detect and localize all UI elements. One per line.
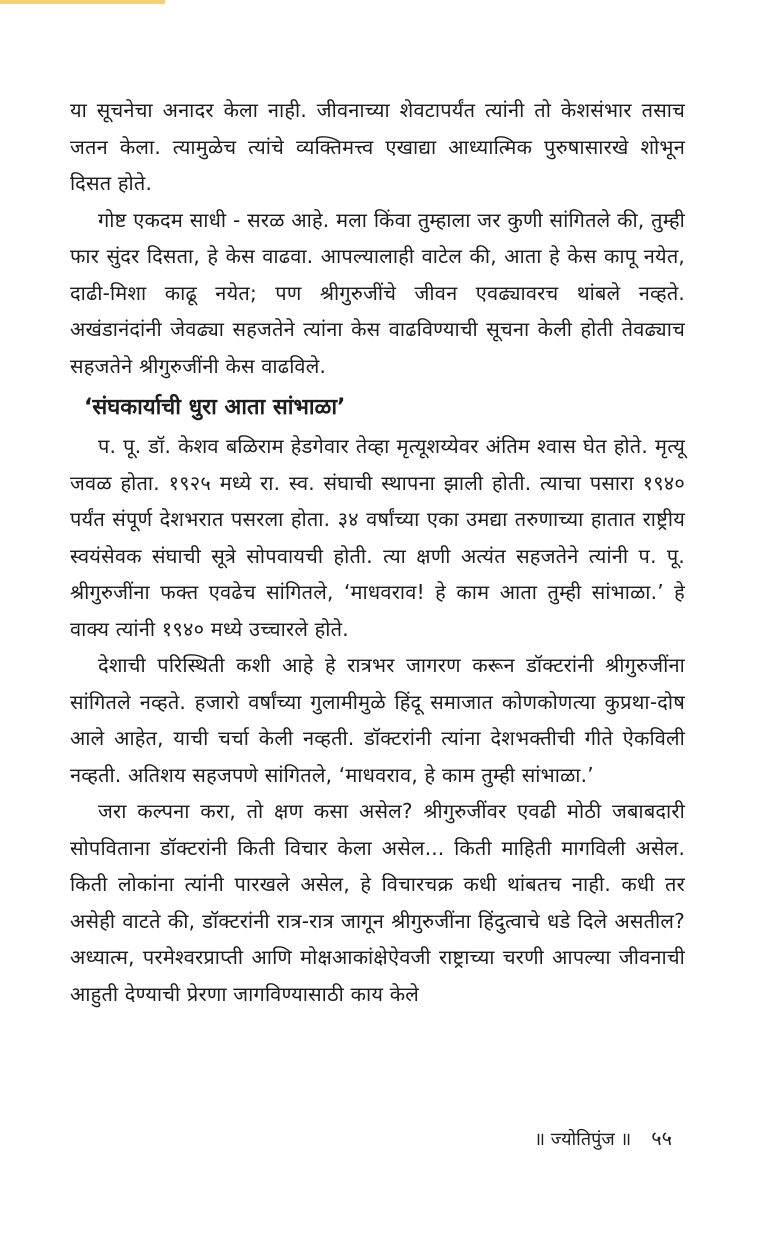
book-title: ॥ ज्योतिपुंज ॥ bbox=[534, 1129, 632, 1150]
section-heading: ‘संघकार्याची धुरा आता सांभाळा’ bbox=[84, 395, 346, 420]
paragraph: गोष्ट एकदम साधी - सरळ आहे. मला किंवा तुम्हाला जर कुणी सांगितले की, तुम्ही फार सुंदर दिसता, हे केस वाढवा. आपल्यालाही वाटेल की, आता हे केस कापू नयेत, दाढी-मिशा काढू नयेत; पण श्रीगुरुजींचे जीवन एवढ्यावरच थांबले नव्हते. अखंडानंदांनी जेवढ्या सहजतेने त्यांना केस वाढविण्याची सूचना केली होती तेवढ्याच सहजतेने श्रीगुरुजींनी केस वाढविले. bbox=[70, 207, 685, 378]
paragraph: प. पू. डॉ. केशव बळिराम हेडगेवार तेव्हा मृत्यूशय्येवर अंतिम श्‍वास घेत होते. मृत्यू जवळ होता. १९२५ मध्ये रा. स्व. संघाची स्थापना झाली होती. त्याचा पसारा १९४० पर्यंत संपूर्ण देशभरात पसरला होता. ३४ वर्षांच्या एका उमद्या तरुणाच्या हातात राष्ट्रीय स्वयंसेवक संघाची सूत्रे सोपवायची होती. त्या क्षणी अत्यंत सहजतेने त्यांनी प. पू. श्रीगुरुजींना फक्त एवढेच सांगितले, ‘माधवराव! हे काम आता तुम्ही सांभाळा.’ हे वाक्य त्यांनी १९४० मध्ये उच्चारले होते. bbox=[70, 434, 685, 641]
page-footer bbox=[534, 1124, 672, 1151]
paragraph: या सूचनेचा अनादर केला नाही. जीवनाच्या शेवटापर्यंत त्यांनी तो केशसंभार तसाच जतन केला. त्यामुळेच त्यांचे व्यक्तिमत्त्व एखाद्या आध्यात्मिक पुरुषासारखे शोभून दिसत होते. bbox=[70, 98, 685, 195]
paragraph: देशाची परिस्थिती कशी आहे हे रात्रभर जागरण करून डॉक्टरांनी श्रीगुरुजींना सांगितले नव्हते. हजारो वर्षांच्या गुलामीमुळे हिंदू समाजात कोणकोणत्या कुप्रथा-दोष आले आहेत, याची चर्चा केली नव्हती. डॉक्टरांनी त्यांना देशभक्तीची गीते ऐकविली नव्हती. अतिशय सहजपणे सांगितले, ‘माधवराव, हे काम तुम्ही सांभाळा.’ bbox=[70, 653, 685, 787]
top-color-strip bbox=[0, 0, 165, 4]
page-number: ५५ bbox=[651, 1126, 672, 1150]
paragraph: जरा कल्पना करा, तो क्षण कसा असेल? श्रीगुरुजींवर एवढी मोठी जबाबदारी सोपविताना डॉक्टरांनी किती विचार केला असेल... किती माहिती मागविली असेल. किती लोकांना त्यांनी पारखले असेल, हे विचारचक्र कधी थांबतच नाही. कधी तर असेही वाटते की, डॉक्टरांनी रात्र-रात्र जागून श्रीगुरुजींना हिंदुत्वाचे धडे दिले असतील? अध्यात्म, परमेश्‍वरप्राप्ती आणि मोक्षआकांक्षेऐवजी राष्ट्राच्या चरणी आपल्या जीवनाची आहुती देण्याची प्रेरणा जागविण्यासाठी काय केले bbox=[70, 799, 685, 1006]
page-body bbox=[70, 92, 685, 1012]
